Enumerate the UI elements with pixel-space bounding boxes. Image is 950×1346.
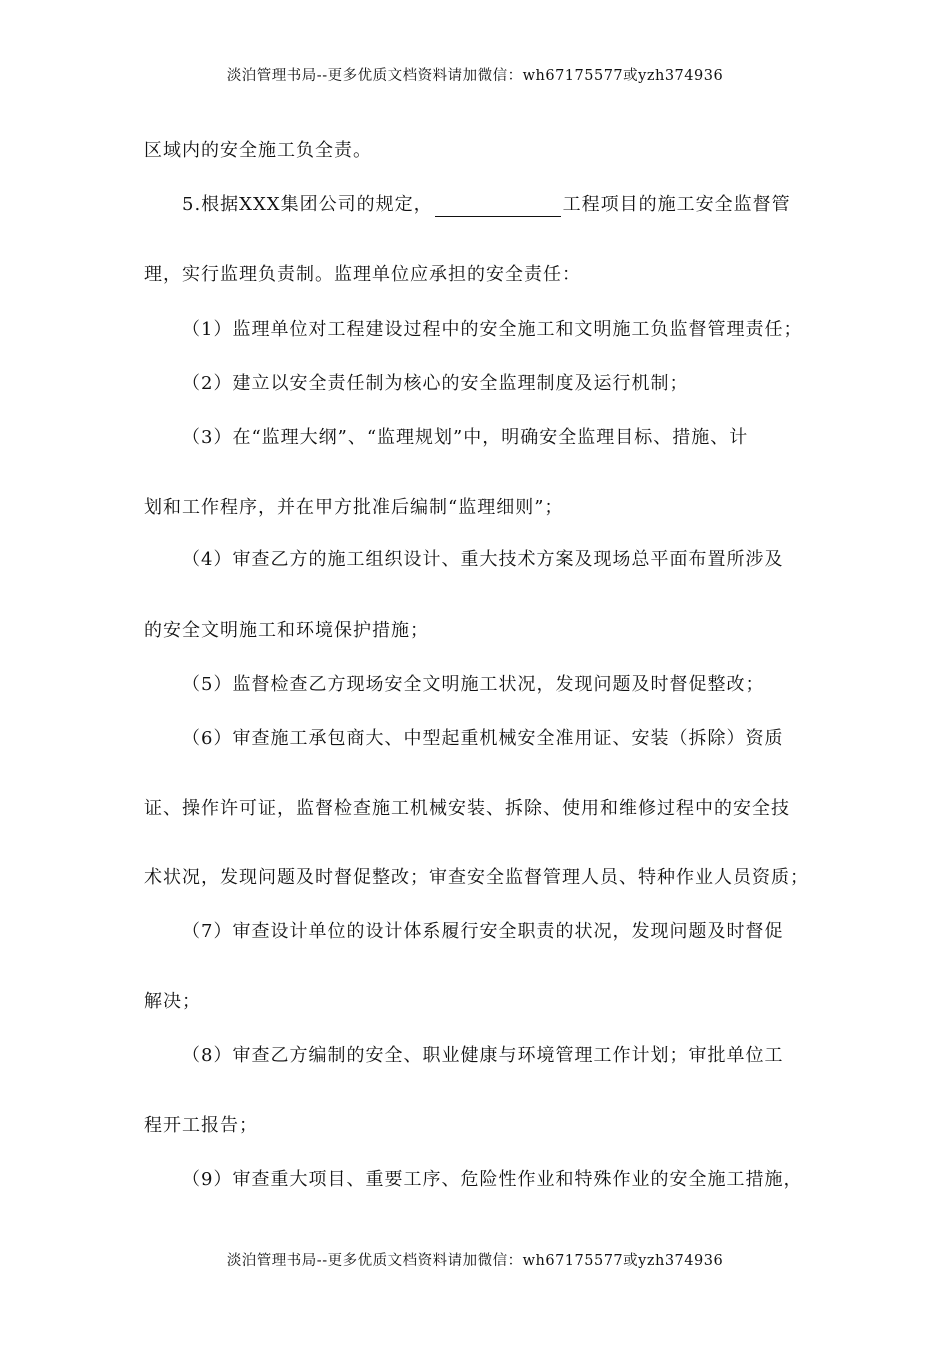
fill-in-blank — [435, 196, 561, 217]
list-item: （9）审查重大项目、重要工序、危险性作业和特殊作业的安全施工措施， — [182, 1169, 803, 1190]
list-item: （1）监理单位对工程建设过程中的安全施工和文明施工负监督管理责任； — [182, 319, 803, 340]
paragraph-line: 术状况，发现问题及时督促整改；审查安全监督管理人员、特种作业人员资质； — [144, 867, 809, 888]
paragraph-line: 区域内的安全施工负全责。 — [144, 140, 372, 161]
list-item: （6）审查施工承包商大、中型起重机械安全准用证、安装（拆除）资质 — [182, 728, 784, 749]
paragraph-line-with-blank — [182, 193, 791, 217]
list-item: （7）审查设计单位的设计体系履行安全职责的状况，发现问题及时督促 — [182, 921, 784, 942]
list-item: （2）建立以安全责任制为核心的安全监理制度及运行机制； — [182, 373, 689, 394]
page-footer: 淡泊管理书局--更多优质文档资料请加微信：wh67175577或yzh374936 — [226, 1253, 724, 1269]
page-header: 淡泊管理书局--更多优质文档资料请加微信：wh67175577或yzh374936 — [226, 68, 724, 84]
paragraph-text: 工程项目的施工安全监督管 — [562, 194, 791, 215]
paragraph-text: 5.根据XXX集团公司的规定， — [182, 194, 433, 215]
list-item: （8）审查乙方编制的安全、职业健康与环境管理工作计划；审批单位工 — [182, 1045, 784, 1066]
list-item: （4）审查乙方的施工组织设计、重大技术方案及现场总平面布置所涉及 — [182, 549, 784, 570]
paragraph-line: 证、操作许可证，监督检查施工机械安装、拆除、使用和维修过程中的安全技 — [144, 798, 790, 819]
paragraph-line: 划和工作程序，并在甲方批准后编制“监理细则”； — [144, 497, 564, 518]
list-item: （3）在“监理大纲”、“监理规划”中，明确安全监理目标、措施、计 — [182, 427, 749, 448]
paragraph-line: 的安全文明施工和环境保护措施； — [144, 620, 429, 641]
paragraph-line: 解决； — [144, 991, 201, 1012]
list-item: （5）监督检查乙方现场安全文明施工状况，发现问题及时督促整改； — [182, 674, 765, 695]
paragraph-line: 理，实行监理负责制。监理单位应承担的安全责任： — [144, 264, 581, 285]
paragraph-line: 程开工报告； — [144, 1115, 258, 1136]
